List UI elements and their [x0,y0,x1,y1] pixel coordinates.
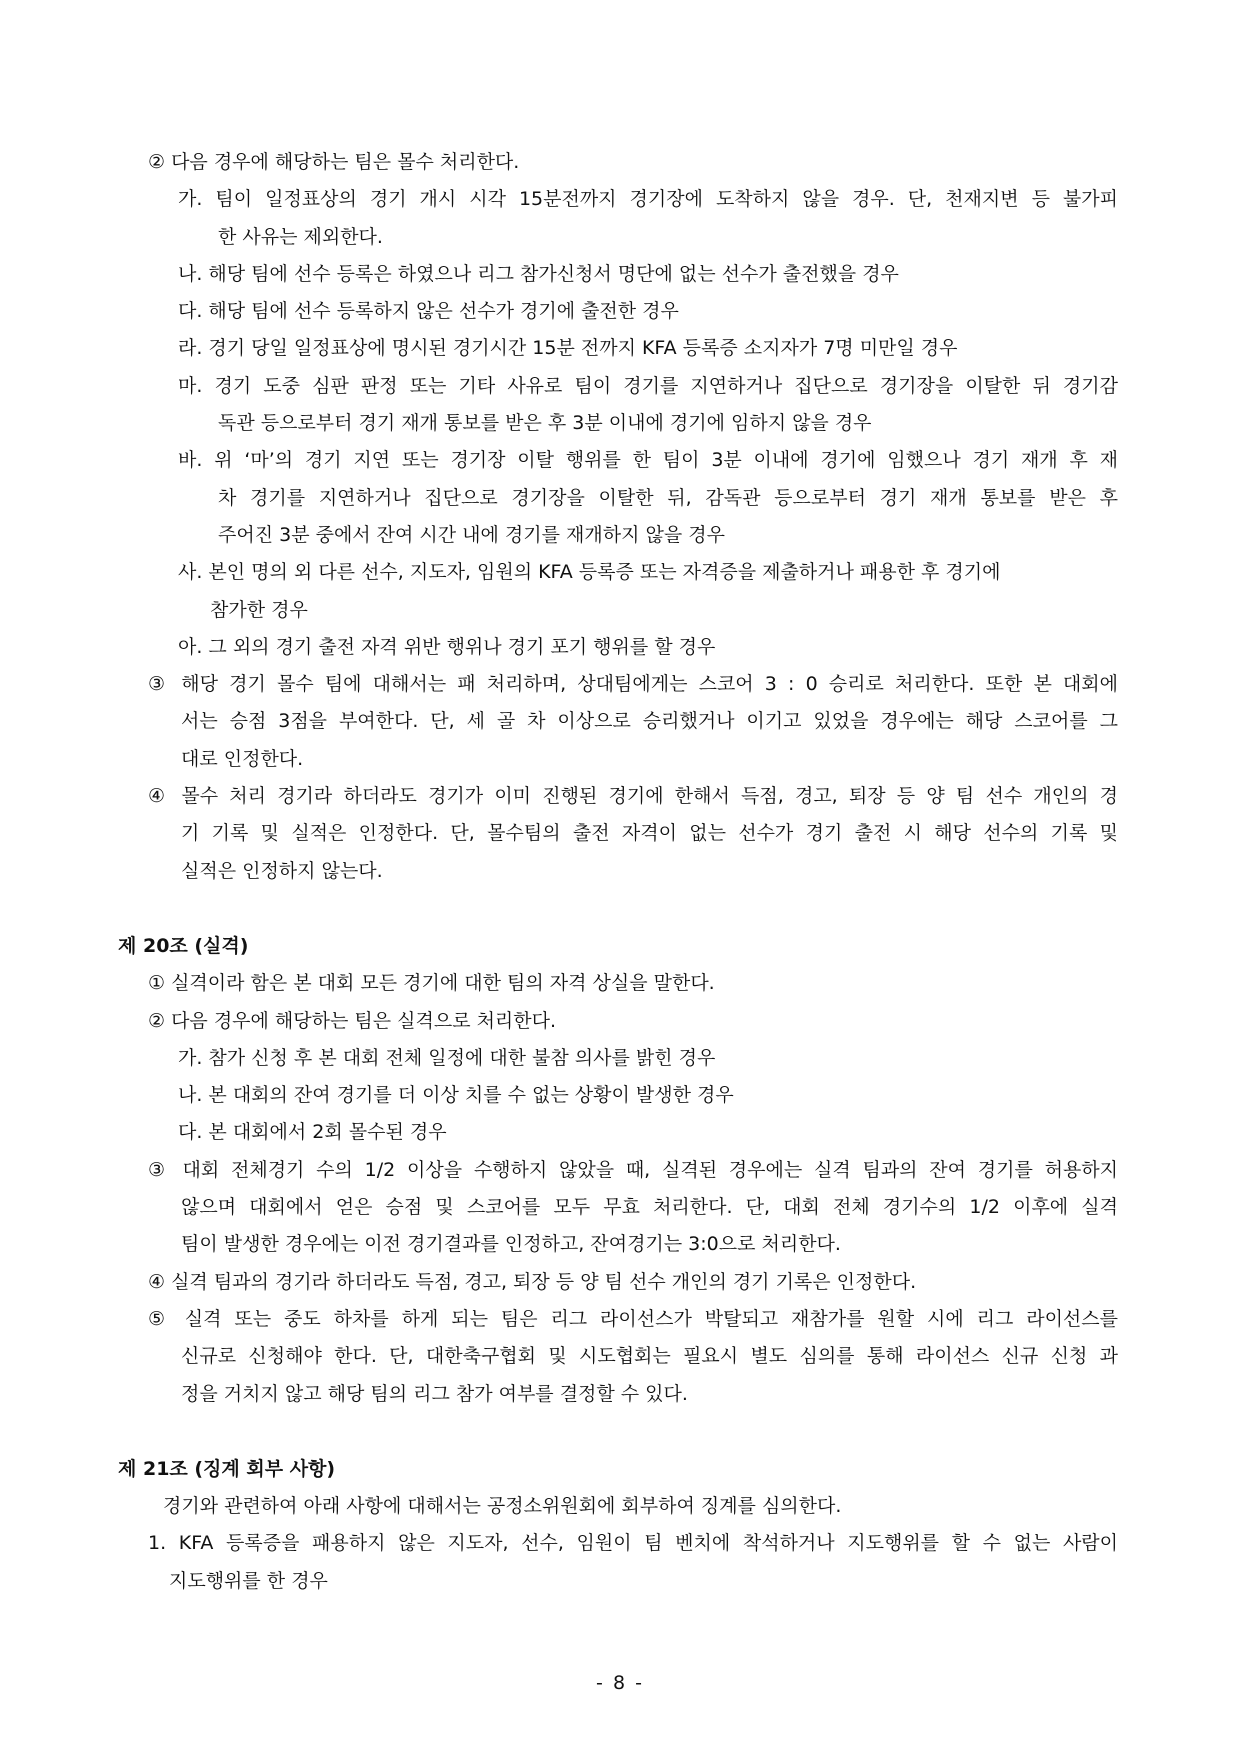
article-21-item-1-cont: 지도행위를 한 경우 [169,1569,328,1592]
clause-4-cont-2: 실적은 인정하지 않는다. [181,859,383,882]
clause-4-forfeit: ④ 몰수 처리 경기라 하더라도 경기가 이미 진행된 경기에 한해서 득점, 경고, 퇴장 등 양 팀 선수 개인의 경 [148,785,1118,808]
dq-item-da: 다. 본 대회에서 2회 몰수된 경우 [178,1121,447,1144]
clause-2-disqualify: ② 다음 경우에 해당하는 팀은 실격으로 처리한다. [148,1009,557,1032]
clause-3-forfeit: ③ 해당 경기 몰수 팀에 대해서는 패 처리하며, 상대팀에게는 스코어 3 : 0 승리로 처리한다. 또한 본 대회에 [148,673,1118,696]
clause-5-dq-cont-1: 신규로 신청해야 한다. 단, 대한축구협회 및 시도협회는 필요시 별도 심의를 통해 라이선스 신규 신청 과 [181,1345,1118,1368]
article-21-intro: 경기와 관련하여 아래 사항에 대해서는 공정소위원회에 회부하여 징계를 심의한다. [163,1495,842,1518]
article-20-heading: 제 20조 (실격) [118,934,249,957]
item-na: 나. 해당 팀에 선수 등록은 하였으나 리그 참가신청서 명단에 없는 선수가 출전했을 경우 [178,262,899,285]
dq-item-ga: 가. 참가 신청 후 본 대회 전체 일정에 대한 불참 의사를 밝힌 경우 [178,1046,716,1069]
item-ba-cont-1: 차 경기를 지연하거나 집단으로 경기장을 이탈한 뒤, 감독관 등으로부터 경기 재개 통보를 받은 후 [218,486,1118,509]
item-ga: 가. 팀이 일정표상의 경기 개시 시각 15분전까지 경기장에 도착하지 않을 경우. 단, 천재지변 등 불가피 [178,188,1118,211]
clause-2-forfeit: ② 다음 경우에 해당하는 팀은 몰수 처리한다. [148,151,520,173]
page-number: - 8 - [596,1672,644,1694]
clause-3-cont-2: 대로 인정한다. [181,747,304,770]
clause-4-cont-1: 기 기록 및 실적은 인정한다. 단, 몰수팀의 출전 자격이 없는 선수가 경기 출전 시 해당 선수의 기록 및 [181,822,1118,845]
clause-3-dq-cont-2: 팀이 발생한 경우에는 이전 경기결과를 인정하고, 잔여경기는 3:0으로 처리한다. [181,1233,841,1256]
article-21-heading: 제 21조 (징계 회부 사항) [118,1457,336,1480]
clause-5-disqualify: ⑤ 실격 또는 중도 하차를 하게 되는 팀은 리그 라이선스가 박탈되고 재참가를 원할 시에 리그 라이선스를 [148,1307,1118,1330]
article-body [118,144,1118,1600]
item-sa: 사. 본인 명의 외 다른 선수, 지도자, 임원의 KFA 등록증 또는 자격증을 제출하거나 패용한 후 경기에 [178,561,1001,584]
clause-3-cont-1: 서는 승점 3점을 부여한다. 단, 세 골 차 이상으로 승리했거나 이기고 있었을 경우에는 해당 스코어를 그 [181,710,1118,733]
item-sa-cont: 참가한 경우 [210,598,308,621]
article-21-item-1: 1. KFA 등록증을 패용하지 않은 지도자, 선수, 임원이 팀 벤치에 착석하거나 지도행위를 할 수 없는 사람이 [148,1532,1118,1555]
clause-4-disqualify: ④ 실격 팀과의 경기라 하더라도 득점, 경고, 퇴장 등 양 팀 선수 개인의 경기 기록은 인정한다. [148,1270,917,1293]
clause-3-disqualify: ③ 대회 전체경기 수의 1/2 이상을 수행하지 않았을 때, 실격된 경우에는 실격 팀과의 잔여 경기를 허용하지 [148,1158,1118,1181]
item-ba: 바. 위 ‘마’의 경기 지연 또는 경기장 이탈 행위를 한 팀이 3분 이내에 경기에 임했으나 경기 재개 후 재 [178,449,1118,472]
item-ma: 마. 경기 도중 심판 판정 또는 기타 사유로 팀이 경기를 지연하거나 집단으로 경기장을 이탈한 뒤 경기감 [178,374,1118,397]
item-ga-cont: 한 사유는 제외한다. [218,225,383,248]
clause-3-dq-cont-1: 않으며 대회에서 얻은 승점 및 스코어를 모두 무효 처리한다. 단, 대회 전체 경기수의 1/2 이후에 실격 [181,1196,1118,1219]
clause-1-disqualify: ① 실격이라 함은 본 대회 모든 경기에 대한 팀의 자격 상실을 말한다. [148,972,715,995]
item-ma-cont: 독관 등으로부터 경기 재개 통보를 받은 후 3분 이내에 경기에 임하지 않을 경우 [218,412,872,435]
item-ba-cont-2: 주어진 3분 중에서 잔여 시간 내에 경기를 재개하지 않을 경우 [218,523,725,546]
item-da: 다. 해당 팀에 선수 등록하지 않은 선수가 경기에 출전한 경우 [178,300,679,323]
clause-5-dq-cont-2: 정을 거치지 않고 해당 팀의 리그 참가 여부를 결정할 수 있다. [181,1382,688,1405]
item-a: 아. 그 외의 경기 출전 자격 위반 행위나 경기 포기 행위를 할 경우 [178,635,716,658]
item-ra: 라. 경기 당일 일정표상에 명시된 경기시간 15분 전까지 KFA 등록증 소지자가 7명 미만일 경우 [178,337,958,360]
dq-item-na: 나. 본 대회의 잔여 경기를 더 이상 치를 수 없는 상황이 발생한 경우 [178,1084,734,1107]
